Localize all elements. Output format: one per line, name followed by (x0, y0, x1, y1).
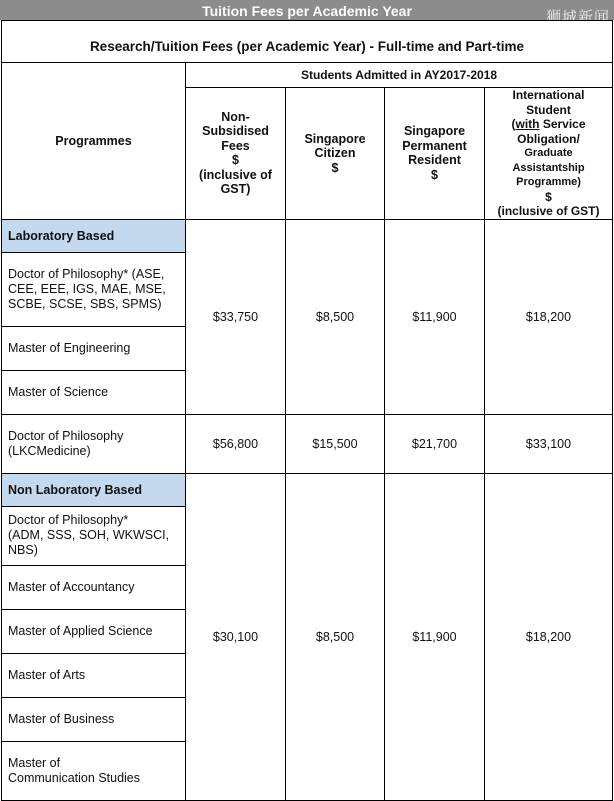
watermark: 狮城新闻 (545, 9, 610, 26)
lkc-fee-citizen: $15,500 (286, 414, 385, 473)
programme-row: Doctor of Philosophy* (ASE, CEE, EEE, IGS, MAE, MSE, SCBE, SCSE, SBS, SPMS) (2, 252, 186, 326)
category-laboratory: Laboratory Based (2, 219, 186, 252)
table-caption: Research/Tuition Fees (per Academic Year) - Full-time and Part-time (2, 21, 613, 63)
pr-header: Singapore Permanent Resident $ (385, 88, 485, 220)
category-non-laboratory: Non Laboratory Based (2, 473, 186, 506)
lkc-fee-non-subsidised: $56,800 (186, 414, 286, 473)
lab-fee-pr: $11,900 (385, 219, 485, 414)
nonlab-fee-citizen: $8,500 (286, 473, 385, 800)
programme-row: Master of Applied Science (2, 609, 186, 653)
tuition-fees-table (1, 20, 613, 801)
lab-fee-citizen: $8,500 (286, 219, 385, 414)
lab-fee-non-subsidised: $33,750 (186, 219, 286, 414)
programme-row: Master of Science (2, 370, 186, 414)
nonlab-fee-non-subsidised: $30,100 (186, 473, 286, 800)
programme-row: Master of Business (2, 697, 186, 741)
lab-fee-international: $18,200 (485, 219, 613, 414)
programme-row: Doctor of Philosophy* (ADM, SSS, SOH, WKWSCI, NBS) (2, 506, 186, 565)
programmes-header: Programmes (2, 63, 186, 220)
lkc-fee-pr: $21,700 (385, 414, 485, 473)
nonlab-fee-pr: $11,900 (385, 473, 485, 800)
programme-row: Master of Engineering (2, 326, 186, 370)
citizen-header: Singapore Citizen $ (286, 88, 385, 220)
programme-row: Master of Accountancy (2, 565, 186, 609)
lkc-fee-international: $33,100 (485, 414, 613, 473)
programme-row: Doctor of Philosophy (LKCMedicine) (2, 414, 186, 473)
international-header: International Student (with Service Obligation/ Graduate Assistantship Programme) $ (inclusive of GST) (485, 88, 613, 220)
programme-row: Master of Arts (2, 653, 186, 697)
nonlab-fee-international: $18,200 (485, 473, 613, 800)
banner-title: Tuition Fees per Academic Year (0, 0, 614, 20)
programme-row: Master of Communication Studies (2, 741, 186, 800)
admitted-header: Students Admitted in AY2017-2018 (186, 63, 613, 88)
non-subsidised-header: Non- Subsidised Fees $ (inclusive of GST) (186, 88, 286, 220)
